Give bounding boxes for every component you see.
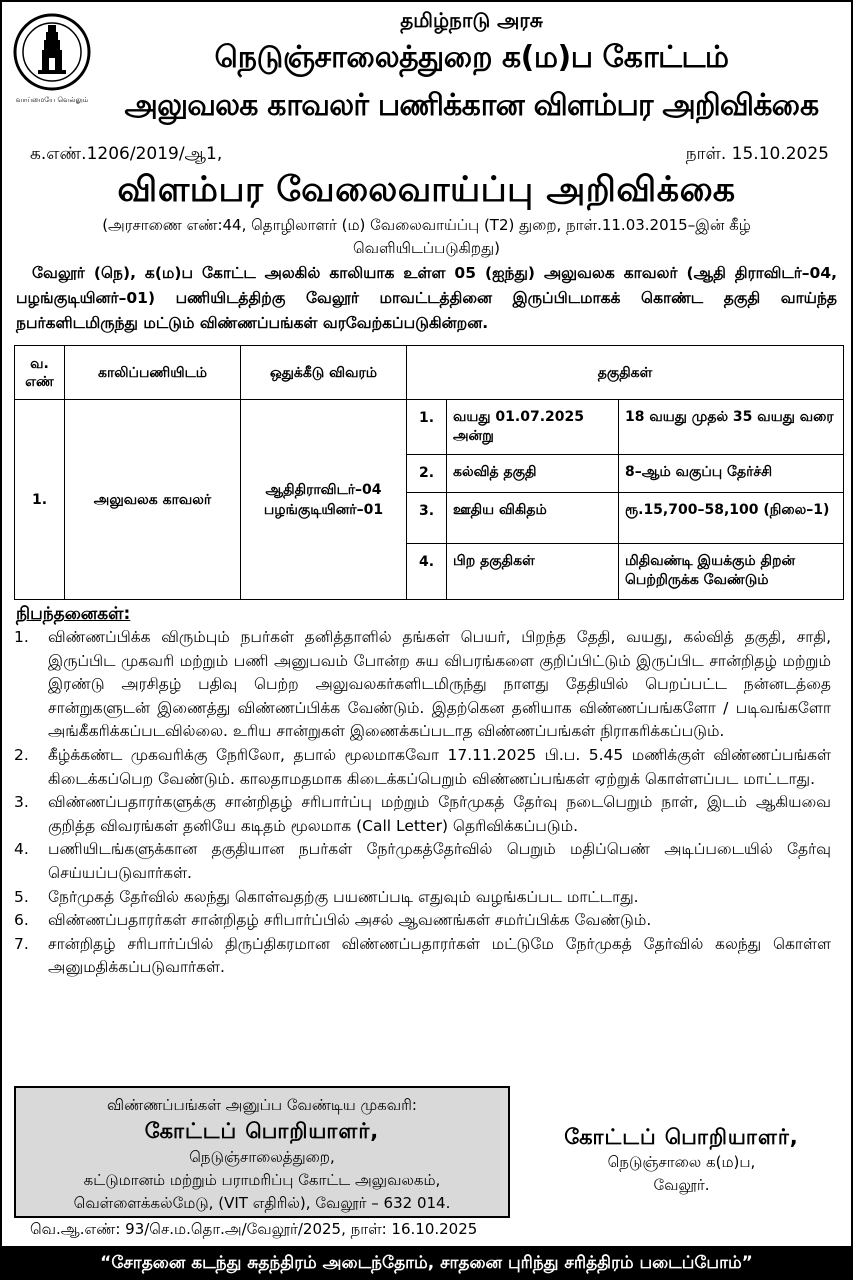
row-no: 1. (15, 400, 65, 600)
qual-no: 4. (407, 544, 447, 600)
signature-officer: கோட்டப் பொறியாளர், (564, 1125, 799, 1149)
tamil-nadu-emblem-icon (12, 10, 92, 110)
list-item: 7. சான்றிதழ் சரிபார்ப்பில் திருப்திகரமான விண்ணப்பதாரர்கள் மட்டுமே நேர்முகத் தேர்வில் கலந்து கொள்ள அனுமதிக்கப்படுவார்கள். (14, 934, 831, 977)
qual-label: பிற தகுதிகள் (447, 544, 619, 600)
list-item: 3. விண்ணப்பதாரர்களுக்கு சான்றிதழ் சரிபார்ப்பு மற்றும் நேர்முகத் தேர்வு நடைபெறும் நாள், இடம் ஆகியவை குறித்த விவரங்கள் தனியே கடிதம் மூலமாக (Call Letter) தெரிவிக்கப்படும். (14, 793, 831, 835)
address-box (14, 1086, 510, 1218)
go-reference: (அரசாணை எண்:44, தொழிலாளர் (ம) வேலைவாய்ப்பு (T2) துறை, நாள்.11.03.2015–இன் கீழ் வெளியிடப்படுகிறது) (102, 216, 751, 257)
qual-value: 8–ஆம் வகுப்பு தேர்ச்சி (619, 455, 844, 493)
reservation-sc: ஆதிதிராவிடர்–04 (265, 481, 382, 498)
reference-number: க.எண்.1206/2019/ஆ1, (30, 144, 223, 164)
conditions-list (14, 626, 831, 980)
department-name: நெடுஞ்சாலைத்துறை க(ம)ப கோட்டம் (214, 40, 729, 75)
main-title: விளம்பர வேலைவாய்ப்பு அறிவிக்கை (117, 170, 736, 210)
government-name: தமிழ்நாடு அரசு (400, 8, 543, 32)
reference-row (30, 144, 829, 168)
row-post: அலுவலக காவலர் (65, 400, 241, 600)
address-officer: கோட்டப் பொறியாளர், (144, 1119, 380, 1143)
qual-label: கல்வித் தகுதி (447, 455, 619, 493)
table-row (15, 400, 844, 455)
qual-label: வயது 01.07.2025 அன்று (447, 400, 619, 455)
table-header-row (15, 346, 844, 400)
address-line-2: கட்டுமானம் மற்றும் பராமரிப்பு கோட்ட அலுவலகம், (83, 1171, 441, 1189)
header-qualifications: தகுதிகள் (407, 346, 844, 400)
signature-line-2: வேலூர். (653, 1176, 710, 1194)
svg-text:வாய்மையே வெல்லும்: வாய்மையே வெல்லும் (15, 96, 89, 104)
slogan-banner: “சோதனை கடந்து சுதந்திரம் அடைந்தோம், சாதனை புரிந்து சரித்திரம் படைப்போம்” (2, 1246, 851, 1280)
list-item: 1. விண்ணப்பிக்க விரும்பும் நபர்கள் தனித்தாளில் தங்கள் பெயர், பிறந்த தேதி, வயது, கல்வித் தகுதி, சாதி, இருப்பிட முகவரி மற்றும் பணி அனுபவம் போன்ற சுய விபரங்களை குறிப்பிட்டும் இருப்பிட சான்றிதழ் மற்றும் இரண்டு அரசிதழ் பதிவு பெற்ற அலுவலகர்களிடமிருந்து நாளது தேதியில் பெறப்பட்ட நன்னடத்தை சான்றுகளுடன் இணைத்து விண்ணப்பிக்க வேண்டும். இதற்கென தனியாக விண்ணப்பங்களோ / படிவங்களோ அங்கீகரிக்கப்படவில்லை. உரிய சான்றுகள் இணைக்கப்படாத விண்ணப்பங்கள் நிராகரிக்கப்படும். (14, 628, 831, 741)
qual-no: 2. (407, 455, 447, 493)
press-release-number: வெ.ஆ.எண்: 93/செ.ம.தொ.அ/வேலூர்/2025, நாள்: 16.10.2025 (30, 1220, 478, 1238)
header-post: காலிப்பணியிடம் (65, 346, 241, 400)
address-line-1: நெடுஞ்சாலைத்துறை, (189, 1148, 335, 1166)
list-item: 6. விண்ணப்பதாரர்கள் சான்றிதழ் சரிபார்ப்பில் அசல் ஆவணங்கள் சமர்ப்பிக்க வேண்டும். (14, 911, 652, 930)
reference-date: நாள். 15.10.2025 (685, 144, 829, 164)
address-line-3: வெள்ளைக்கல்மேடு, (VIT எதிரில்), வேலூர் – 632 014. (73, 1194, 451, 1212)
qual-value: 18 வயது முதல் 35 வயது வரை (619, 400, 844, 455)
header (2, 2, 851, 140)
notice-title: அலுவலக காவலர் பணிக்கான விளம்பர அறிவிக்கை (124, 88, 819, 123)
reservation-st: பழங்குடியினர்–01 (263, 501, 384, 518)
header-no: வ. எண் (15, 346, 65, 400)
list-item: 5. நேர்முகத் தேர்வில் கலந்து கொள்வதற்கு பயணப்படி எதுவும் வழங்கப்பட மாட்டாது. (14, 887, 639, 906)
intro-paragraph: வேலூர் (நெ), க(ம)ப கோட்ட அலகில் காலியாக உள்ள 05 (ஐந்து) அலுவலக காவலர் (ஆதி திராவிடர்–04, பழங்குடியினர்–01) பணியிடத்திற்கு வேலூர் மாவட்டத்தினை இருப்பிடமாகக் கொண்ட தகுதி வாய்ந்த நபர்களிடமிருந்து மட்டும் விண்ணப்பங்கள் வரவேற்கப்படுகின்றன. (16, 264, 837, 332)
qual-value: ரூ.15,700–58,100 (நிலை–1) (619, 493, 844, 544)
header-reservation: ஒதுக்கீடு விவரம் (241, 346, 407, 400)
qual-label: ஊதிய விகிதம் (447, 493, 619, 544)
list-item: 4. பணியிடங்களுக்கான தகுதியான நபர்கள் நேர்முகத்தேர்வில் பெறும் மதிப்பெண் அடிப்படையில் தேர்வு செய்யப்படுவார்கள். (14, 840, 831, 882)
vacancy-table (14, 345, 844, 600)
address-label: விண்ணப்பங்கள் அனுப்ப வேண்டிய முகவரி: (107, 1096, 417, 1114)
row-reservation (241, 400, 407, 600)
qual-value: மிதிவண்டி இயக்கும் திறன் பெற்றிருக்க வேண்டும் (619, 544, 844, 600)
signature-line-1: நெடுஞ்சாலை க(ம)ப, (607, 1153, 756, 1171)
qual-no: 1. (407, 400, 447, 455)
list-item: 2. கீழ்க்கண்ட முகவரிக்கு நேரிலோ, தபால் மூலமாகவோ 17.11.2025 பி.ப. 5.45 மணிக்குள் விண்ணப்பங்கள் கிடைக்கப்பெற வேண்டும். காலதாமதமாக கிடைக்கப்பெறும் விண்ணப்பங்கள் ஏற்றுக் கொள்ளப்பட மாட்டாது. (14, 745, 831, 788)
conditions-heading: நிபந்தனைகள்: (16, 604, 131, 624)
qual-no: 3. (407, 493, 447, 544)
signature-block (522, 1126, 841, 1197)
